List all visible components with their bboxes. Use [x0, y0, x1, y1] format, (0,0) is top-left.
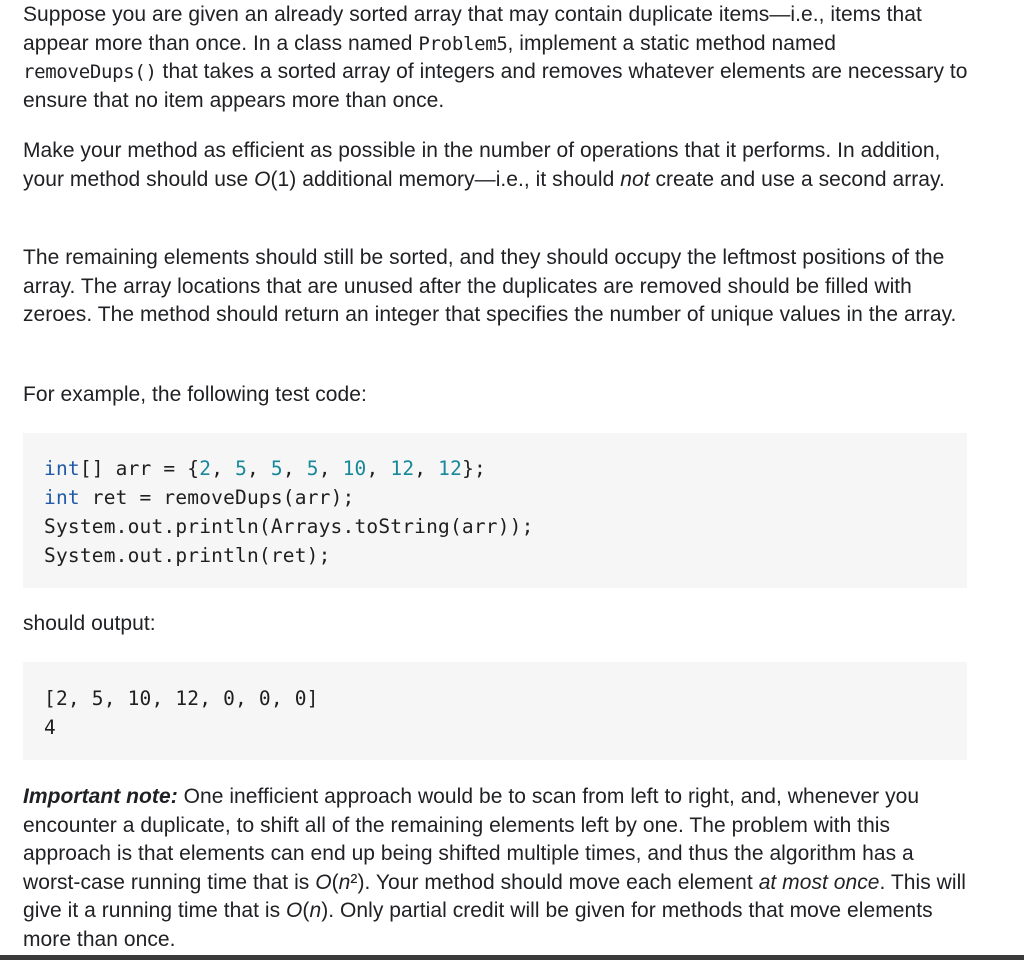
intro-text-1: Suppose you are given an already sorted array that may contain duplicate items—i.e., items that appear more than once. In a class named — [23, 3, 922, 55]
code-line-3: System.out.println(Arrays.toString(arr)); — [44, 515, 534, 538]
output-intro: should output: — [23, 612, 156, 635]
output-line-1: [2, 5, 10, 12, 0, 0, 0] — [44, 687, 319, 710]
important-note-label: Important note: — [23, 785, 178, 808]
array-value: 5 — [270, 457, 283, 480]
bottom-divider — [0, 955, 1024, 960]
not-emphasis: not — [620, 167, 650, 191]
at-most-once-emphasis: at most once — [758, 870, 880, 894]
array-value: 5 — [235, 457, 248, 480]
method-name-code: removeDups() — [23, 61, 157, 84]
code-line-2: int ret = removeDups(arr); — [44, 486, 355, 509]
test-code-block — [23, 433, 967, 588]
efficiency-text-2: (1) additional memory—i.e., it should — [270, 167, 621, 191]
requirements-paragraph: The remaining elements should still be sorted, and they should occupy the leftmost positions of the array. The array locations that are unused after the duplicates are removed should be filled with zeroes. The method should return an integer that specifies the number of unique values in the array. — [23, 246, 957, 327]
array-value: 2 — [199, 457, 212, 480]
keyword-int: int — [44, 457, 80, 480]
code-line-1: int[] arr = {2, 5, 5, 5, 10, 12, 12}; — [44, 457, 486, 480]
efficiency-text-3: create and use a second array. — [649, 167, 945, 191]
intro-text-2: , implement a static method named — [507, 31, 837, 55]
intro-text-3: that takes a sorted array of integers and removes whatever elements are necessary to ensure that no item appears more than once. — [23, 60, 968, 112]
big-o-symbol: O — [254, 167, 271, 191]
efficiency-text-1: Make your method as efficient as possible in the number of operations that it performs. In addition, your method should use — [23, 139, 941, 191]
array-value: 12 — [390, 457, 415, 480]
code-line-4: System.out.println(ret); — [44, 544, 331, 567]
keyword-int: int — [44, 486, 80, 509]
example-intro: For example, the following test code: — [23, 383, 367, 406]
output-code-block — [23, 662, 967, 760]
array-value: 5 — [306, 457, 319, 480]
array-value: 10 — [342, 457, 367, 480]
output-line-2: 4 — [44, 716, 56, 739]
array-value: 12 — [438, 457, 463, 480]
class-name-code: Problem5 — [418, 32, 508, 55]
efficiency-paragraph — [23, 137, 968, 194]
important-note-paragraph: Important note: One inefficient approach would be to scan from left to right, and, whenever you encounter a duplicate, to shift all of the remaining elements left by one. The problem with this approach is that elements can end up being shifted multiple times, and thus the algorithm has a worst-case running time that is O(n²). Your method should move each element at most once. This will give it a running time that is O(n). Only partial credit will be given for methods that move elements more than once. — [23, 785, 967, 951]
intro-paragraph — [23, 1, 968, 115]
